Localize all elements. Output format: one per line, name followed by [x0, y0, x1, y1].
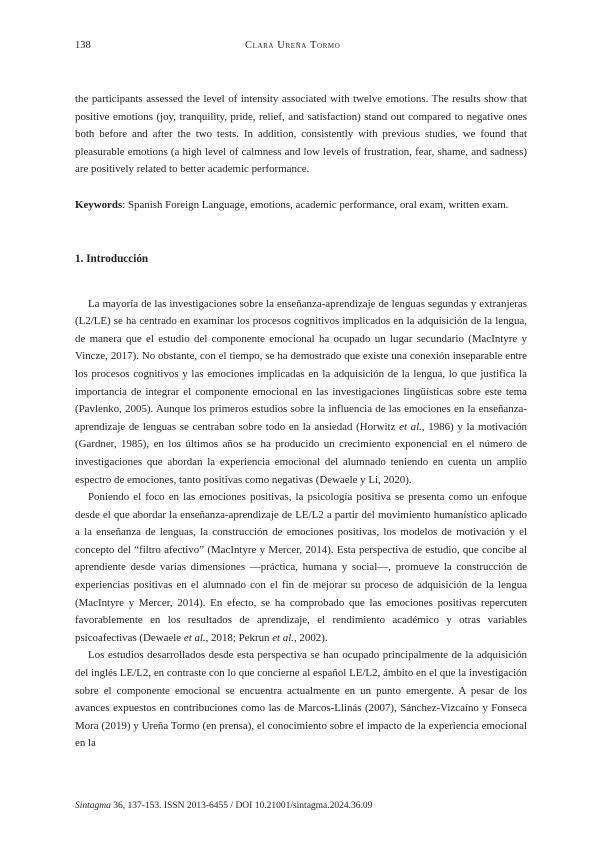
page-body	[75, 91, 527, 753]
section-heading: 1. Introducción	[75, 252, 149, 265]
keywords-label: Keywords	[75, 198, 123, 211]
paragraph-1: La mayoría de las investigaciones sobre la enseñanza-aprendizaje de lenguas segundas y extranjeras (L2/LE) se ha centrado en examinar los procesos cognitivos implicados en la adquisición de la lengua, de manera que el estudio del componente emocional ha ocupado un lugar secundario (MacIntyre y Vincze, 2017). No obstante, con el tiempo, se ha demostrado que existe una conexión inseparable entre los procesos cognitivos y las emociones implicadas en la adquisición de la lengua, lo que justifica la importancia de integrar el componente emocional en las investigaciones lingüísticas sobre este tema (Pavlenko, 2005). Aunque los primeros estudios sobre la influencia de las emociones en la enseñanza-aprendizaje de lenguas se centraban sobre todo en la ansiedad (Horwitz et al., 1986) y la motivación (Gardner, 1985), en los últimos años se ha producido un crecimiento exponencial en el número de investigaciones que abordan la experiencia emocional del alumnado teniendo en cuenta un amplio espectro de emociones, tanto positivas como negativas (Dewaele y Li, 2020).	[75, 297, 527, 486]
journal-name: Sintagma	[75, 801, 111, 811]
page-footer	[75, 801, 372, 811]
paragraph-3: Los estudios desarrollados desde esta perspectiva se han ocupado principalmente de la adquisición del inglés LE/L2, en contraste con lo que concierne al español LE/L2, ámbito en el que la investigación sobre el componente emocional se encuentra actualmente en un punto emergente. A pesar de los avances expuestos en contribuciones como las de Marcos-Llinás (2007), Sánchez-Vizcaíno y Fonseca Mora (2019) y Ureña Tormo (en prensa), el conocimiento sobre el impacto de la experiencia emocional en la	[75, 649, 527, 750]
abstract-continuation: the participants assessed the level of intensity associated with twelve emotions. The results show that positive emotions (joy, tranquility, pride, relief, and satisfaction) stand out compared to negative ones both before and after the two tests. In addition, consistently with previous studies, we found that pleasurable emotions (a high level of calmness and low levels of frustration, fear, shame, and sadness) are positively related to better academic performance.	[75, 93, 527, 176]
keywords	[75, 197, 527, 215]
paragraph-2: Poniendo el foco en las emociones positivas, la psicología positiva se presenta como un enfoque desde el que abordar la enseñanza-aprendizaje de LE/L2 a partir del movimiento humanístico aplicado a la enseñanza de lenguas, la construcción de emociones positivas, los modelos de motivación y el concepto del “filtro afectivo” (MacIntyre y Mercer, 2014). Esta perspectiva de estudio, que concibe al aprendiente desde varias dimensiones —práctica, humana y social—, promueve la construcción de experiencias positivas en el alumnado con el fin de mejorar su proceso de adquisición de la lengua (MacIntyre y Mercer, 2014). En efecto, se ha comprobado que las emociones positivas repercuten favorablemente en los resultados de aprendizaje, el rendimiento académico y otras variables psicoafectivas (Dewaele et al., 2018; Pekrun et al., 2002).	[75, 491, 527, 644]
keywords-list: : Spanish Foreign Language, emotions, academic performance, oral exam, written exam.	[122, 198, 509, 211]
citation-info: 36, 137-153. ISSN 2013-6455 / DOI 10.21001/sintagma.2024.36.09	[110, 801, 373, 811]
page-number: 138	[75, 40, 91, 51]
running-head-author: Clara Ureña Tormo	[245, 40, 341, 51]
page-header	[75, 40, 526, 54]
